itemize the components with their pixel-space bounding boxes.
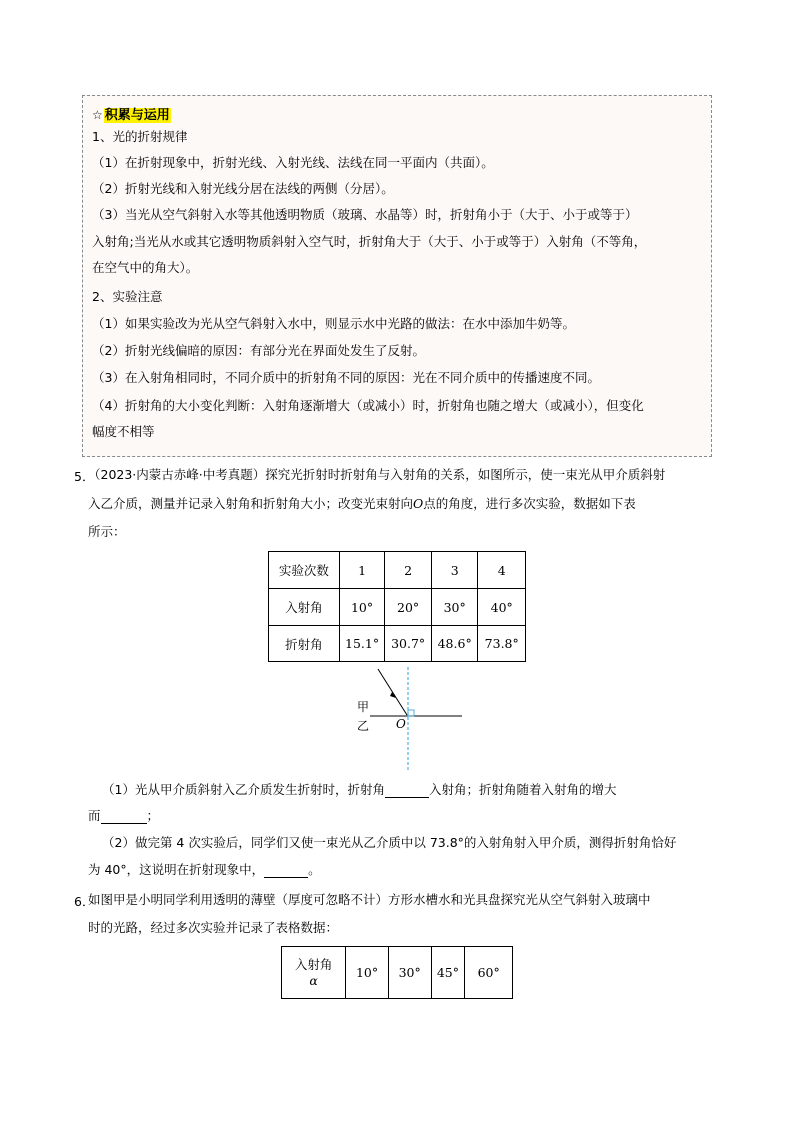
- question-5-stem: （2023·内蒙古赤峰·中考真题）探究光折射时折射角与入射角的关系，如图所示，使一束光从甲介质斜射: [88, 467, 666, 482]
- point-label: O: [413, 496, 424, 511]
- answer-blank[interactable]: [264, 863, 308, 878]
- table-cell: 10°: [339, 589, 385, 626]
- table-cell: 10°: [346, 947, 389, 999]
- medium-top-label: 甲: [357, 700, 370, 714]
- question-6-stem: 如图甲是小明同学利用透明的薄壁（厚度可忽略不计）方形水槽水和光具盘探究光从空气斜射入玻璃中: [88, 892, 651, 907]
- medium-bottom-label: 乙: [357, 719, 370, 733]
- question-6-number: 6．: [74, 894, 95, 909]
- table-cell: 入射角 α: [282, 947, 346, 999]
- table-cell: 30°: [388, 947, 431, 999]
- table-cell: 1: [339, 552, 385, 589]
- table-cell: 2: [385, 552, 432, 589]
- incident-ray: [378, 669, 407, 715]
- table-cell: 40°: [478, 589, 526, 626]
- table-cell: 48.6°: [431, 626, 478, 662]
- question-5-number: 5．: [74, 469, 95, 484]
- table-cell: 30.7°: [385, 626, 432, 662]
- answer-blank[interactable]: [385, 783, 429, 798]
- summary-line: （1）如果实验改为光从空气斜射入水中，则显示水中光路的做法：在水中添加牛奶等。: [92, 316, 575, 331]
- table-cell: 实验次数: [269, 552, 340, 589]
- table-cell: 60°: [465, 947, 513, 999]
- sub-question-1: （1）光从甲介质斜射入乙介质发生折射时，折射角 入射角；折射角随着入射角的增大: [102, 782, 617, 797]
- summary-line: 1、光的折射规律: [92, 129, 188, 144]
- summary-line: （1）在折射现象中，折射光线、入射光线、法线在同一平面内（共面）。: [92, 155, 494, 170]
- table-row: [282, 947, 513, 999]
- table-cell: 入射角: [269, 589, 340, 626]
- table-row: [269, 589, 526, 626]
- summary-title: ☆ 积累与运用: [92, 108, 170, 123]
- summary-line: 2、实验注意: [92, 289, 163, 304]
- table-cell: 45°: [431, 947, 465, 999]
- summary-line: （2）折射光线和入射光线分居在法线的两侧（分居）。: [92, 181, 394, 196]
- star-icon: ☆: [92, 108, 103, 122]
- right-angle-mark: [408, 710, 414, 716]
- summary-line: （3）在入射角相同时，不同介质中的折射角不同的原因：光在不同介质中的传播速度不同。: [92, 370, 600, 385]
- sub-question-1-cont: 而 ；: [88, 808, 160, 823]
- question-5-table: [268, 551, 526, 662]
- table-cell: 折射角: [269, 626, 340, 662]
- table-cell: 3: [431, 552, 478, 589]
- summary-line: 在空气中的角大）。: [92, 260, 199, 275]
- table-cell: 4: [478, 552, 526, 589]
- sub-question-2: （2）做完第 4 次实验后，同学们又使一束光从乙介质中以 73.8°的入射角射入甲介质，测得折射角恰好: [102, 835, 677, 850]
- table-cell: 15.1°: [339, 626, 385, 662]
- question-6-table: [281, 946, 513, 999]
- answer-blank[interactable]: [101, 809, 147, 824]
- summary-line: （3）当光从空气斜射入水等其他透明物质（玻璃、水晶等）时，折射角小于（大于、小于或等于）: [92, 207, 638, 222]
- point-o-label: O: [396, 717, 406, 731]
- summary-line: （4）折射角的大小变化判断：入射角逐渐增大（或减小）时，折射角也随之增大（或减小），但变化: [92, 398, 644, 413]
- question-5-stem: 入乙介质，测量并记录入射角和折射角大小；改变光束射向O点的角度，进行多次实验，数据如下表: [88, 496, 636, 511]
- summary-line: （2）折射光线偏暗的原因：有部分光在界面处发生了反射。: [92, 343, 425, 358]
- question-5-stem: 所示：: [88, 524, 126, 539]
- table-cell: 30°: [431, 589, 478, 626]
- question-6-stem: 时的光路，经过多次实验并记录了表格数据：: [88, 920, 339, 935]
- table-cell: 73.8°: [478, 626, 526, 662]
- summary-line: 入射角;当光从水或其它透明物质斜射入空气时，折射角大于（大于、小于或等于）入射角（不等角，: [92, 234, 647, 249]
- table-row: [269, 626, 526, 662]
- table-cell: 20°: [385, 589, 432, 626]
- summary-line: 幅度不相等: [92, 424, 155, 439]
- sub-question-2-cont: 为 40°，这说明在折射现象中， 。: [88, 862, 321, 877]
- table-row: [269, 552, 526, 589]
